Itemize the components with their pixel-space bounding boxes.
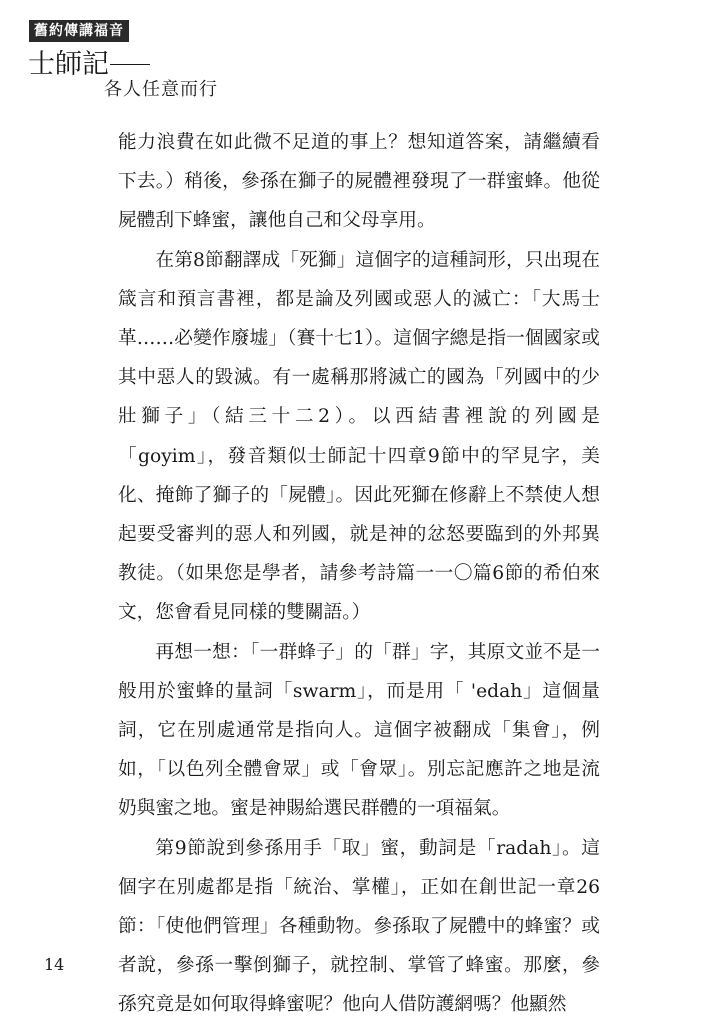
chapter-subtitle: 各人任意而行 xyxy=(104,79,218,100)
paragraph-4: 第9節說到參孫用手「取」蜜，動詞是「radah」。這個字在別處都是指「統治、掌權」，正如在創世記一章26節：「使他們管理」各種動物。參孫取了屍體中的蜂蜜？或者說，參孫一擊倒獅子，就控制、掌管了蜂蜜。那麼，參孫究竟是如何取得蜂蜜呢？他向人借防護網嗎？他顯然 xyxy=(118,837,600,1016)
title-rule xyxy=(110,64,150,65)
paragraph-2: 在第8節翻譯成「死獅」這個字的這種詞形，只出現在箴言和預言書裡，都是論及列國或惡人的滅亡：「大馬士革……必變作廢墟」（賽十七1）。這個字總是指一個國家或其中惡人的毀滅。有一處稱那將滅亡的國為「列國中的少壯獅子」（結三十二2）。以西結書裡說的列國是「goyim」，發音類似士師記十四章9節中的罕見字，美化、掩飾了獅子的「屍體」。因此死獅在修辭上不禁使人想起要受審判的惡人和列國，就是神的忿怒要臨到的外邦異教徒。（如果您是學者，請參考詩篇一一〇篇6節的希伯來文，您會看見同樣的雙關語。） xyxy=(118,249,600,624)
page-number: 14 xyxy=(44,955,65,974)
book-title: 士師記 xyxy=(28,49,109,80)
paragraph-3: 再想一想：「一群蜂子」的「群」字，其原文並不是一般用於蜜蜂的量詞「swarm」，而是用「 'edah」這個量詞，它在別處通常是指向人。這個字被翻成「集會」，例如，「以色列全體會眾」或「會眾」。別忘記應許之地是流奶與蜜之地。蜜是神賜給選民群體的一項福氣。 xyxy=(118,641,600,820)
series-tag: 舊約傳講福音 xyxy=(29,20,129,42)
paragraph-1: 能力浪費在如此微不足道的事上？想知道答案，請繼續看下去。）稍後，參孫在獅子的屍體裡發現了一群蜜蜂。他從屍體刮下蜂蜜，讓他自己和父母享用。 xyxy=(118,132,600,232)
body-text xyxy=(118,123,600,1025)
